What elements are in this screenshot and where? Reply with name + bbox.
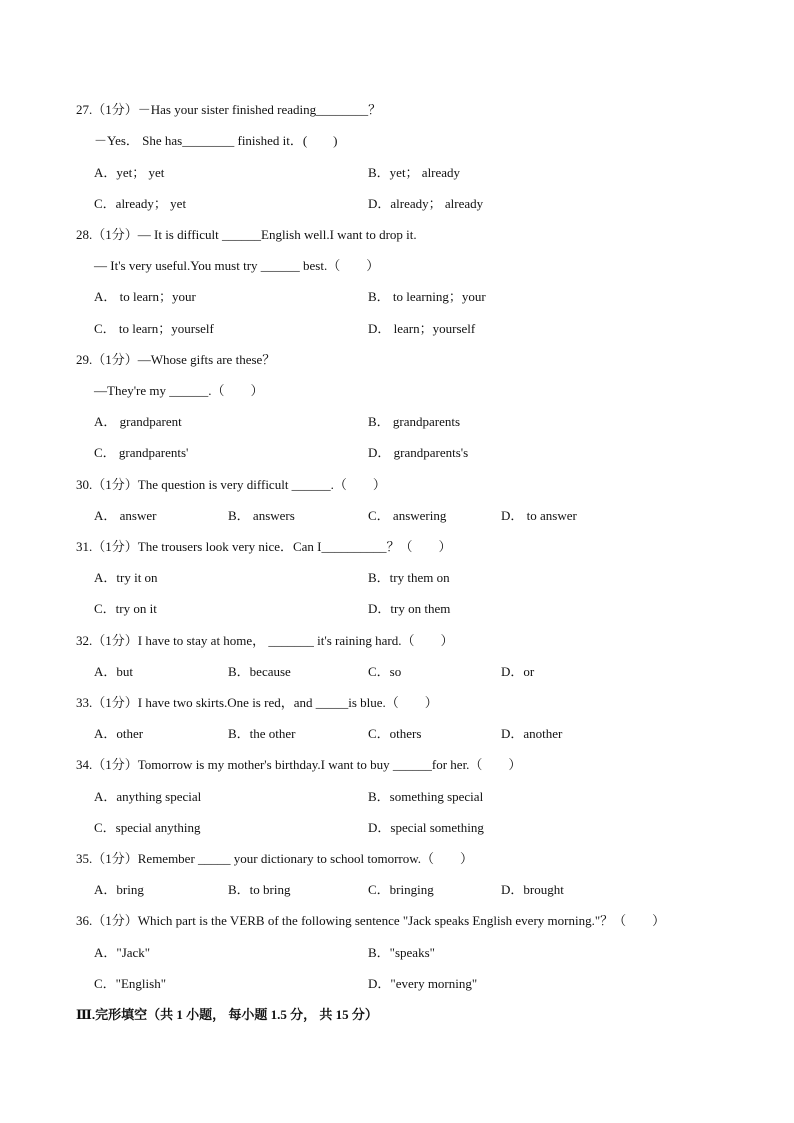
question-27-option-c: C．already； yet — [94, 196, 187, 211]
question-28-option-b: B． to learning；your — [368, 289, 486, 304]
question-33-stem: 33.（1分）I have two skirts.One is red，and _____is blue.（ ） — [76, 695, 438, 710]
question-35-option-a: A．bring — [94, 882, 144, 897]
question-36-stem: 36.（1分）Which part is the VERB of the following sentence "Jack speaks English every morning."？（ ） — [76, 913, 666, 928]
question-34-option-d: D．special something — [368, 820, 484, 835]
question-30-option-d: D． to answer — [501, 508, 577, 523]
question-29-option-b: B． grandparents — [368, 414, 461, 429]
question-29-sub: —They're my ______.（ ） — [94, 383, 264, 398]
question-28-stem: 28.（1分）— It is difficult ______English well.I want to drop it. — [76, 227, 417, 242]
question-30-option-a: A． answer — [94, 508, 157, 523]
question-35-option-b: B．to bring — [228, 882, 291, 897]
question-32-option-c: C．so — [368, 664, 402, 679]
question-32-option-a: A．but — [94, 664, 134, 679]
question-31-option-c: C．try on it — [94, 601, 157, 616]
question-34-option-c: C．special anything — [94, 820, 201, 835]
question-34-stem: 34.（1分）Tomorrow is my mother's birthday.I want to buy ______for her.（ ） — [76, 757, 522, 772]
question-28-option-a: A． to learn；your — [94, 289, 196, 304]
question-31-option-b: B．try them on — [368, 570, 450, 585]
question-32-option-b: B．because — [228, 664, 291, 679]
question-33-option-b: B．the other — [228, 726, 296, 741]
question-27-option-d: D．already； already — [368, 196, 484, 211]
question-29-option-d: D． grandparents's — [368, 445, 469, 460]
question-29-option-c: C． grandparents' — [94, 445, 189, 460]
question-27-option-b: B．yet； already — [368, 165, 461, 180]
question-36-option-b: B．"speaks" — [368, 945, 435, 960]
question-36-option-a: A．"Jack" — [94, 945, 151, 960]
question-29-option-a: A． grandparent — [94, 414, 182, 429]
section-heading: Ⅲ.完形填空（共 1 小题， 每小题 1.5 分， 共 15 分） — [76, 1007, 378, 1022]
question-33-option-a: A．other — [94, 726, 144, 741]
question-32-stem: 32.（1分）I have to stay at home， _______ it's raining hard.（ ） — [76, 633, 454, 648]
question-32-option-d: D．or — [501, 664, 535, 679]
question-31-option-d: D．try on them — [368, 601, 451, 616]
question-30-option-c: C． answering — [368, 508, 447, 523]
question-33-option-c: C．others — [368, 726, 422, 741]
question-36-option-c: C．"English" — [94, 976, 167, 991]
question-27-sub: －Yes． She has________ finished it．( ) — [94, 133, 338, 148]
question-33-option-d: D．another — [501, 726, 563, 741]
question-29-stem: 29.（1分）—Whose gifts are these？ — [76, 352, 276, 367]
question-35-option-c: C．bringing — [368, 882, 434, 897]
question-28-option-d: D． learn；yourself — [368, 321, 476, 336]
question-30-option-b: B． answers — [228, 508, 295, 523]
question-31-option-a: A．try it on — [94, 570, 158, 585]
question-31-stem: 31.（1分）The trousers look very nice．Can I__________？（ ） — [76, 539, 452, 554]
question-27-stem: 27.（1分）－Has your sister finished reading________？ — [76, 102, 382, 117]
question-28-sub: — It's very useful.You must try ______ best.（ ） — [94, 258, 380, 273]
question-28-option-c: C． to learn；yourself — [94, 321, 214, 336]
question-35-option-d: D．brought — [501, 882, 564, 897]
question-34-option-a: A．anything special — [94, 789, 202, 804]
question-30-stem: 30.（1分）The question is very difficult ______.（ ） — [76, 477, 386, 492]
question-35-stem: 35.（1分）Remember _____ your dictionary to school tomorrow.（ ） — [76, 851, 474, 866]
question-27-option-a: A．yet； yet — [94, 165, 165, 180]
question-36-option-d: D．"every morning" — [368, 976, 478, 991]
question-34-option-b: B．something special — [368, 789, 484, 804]
